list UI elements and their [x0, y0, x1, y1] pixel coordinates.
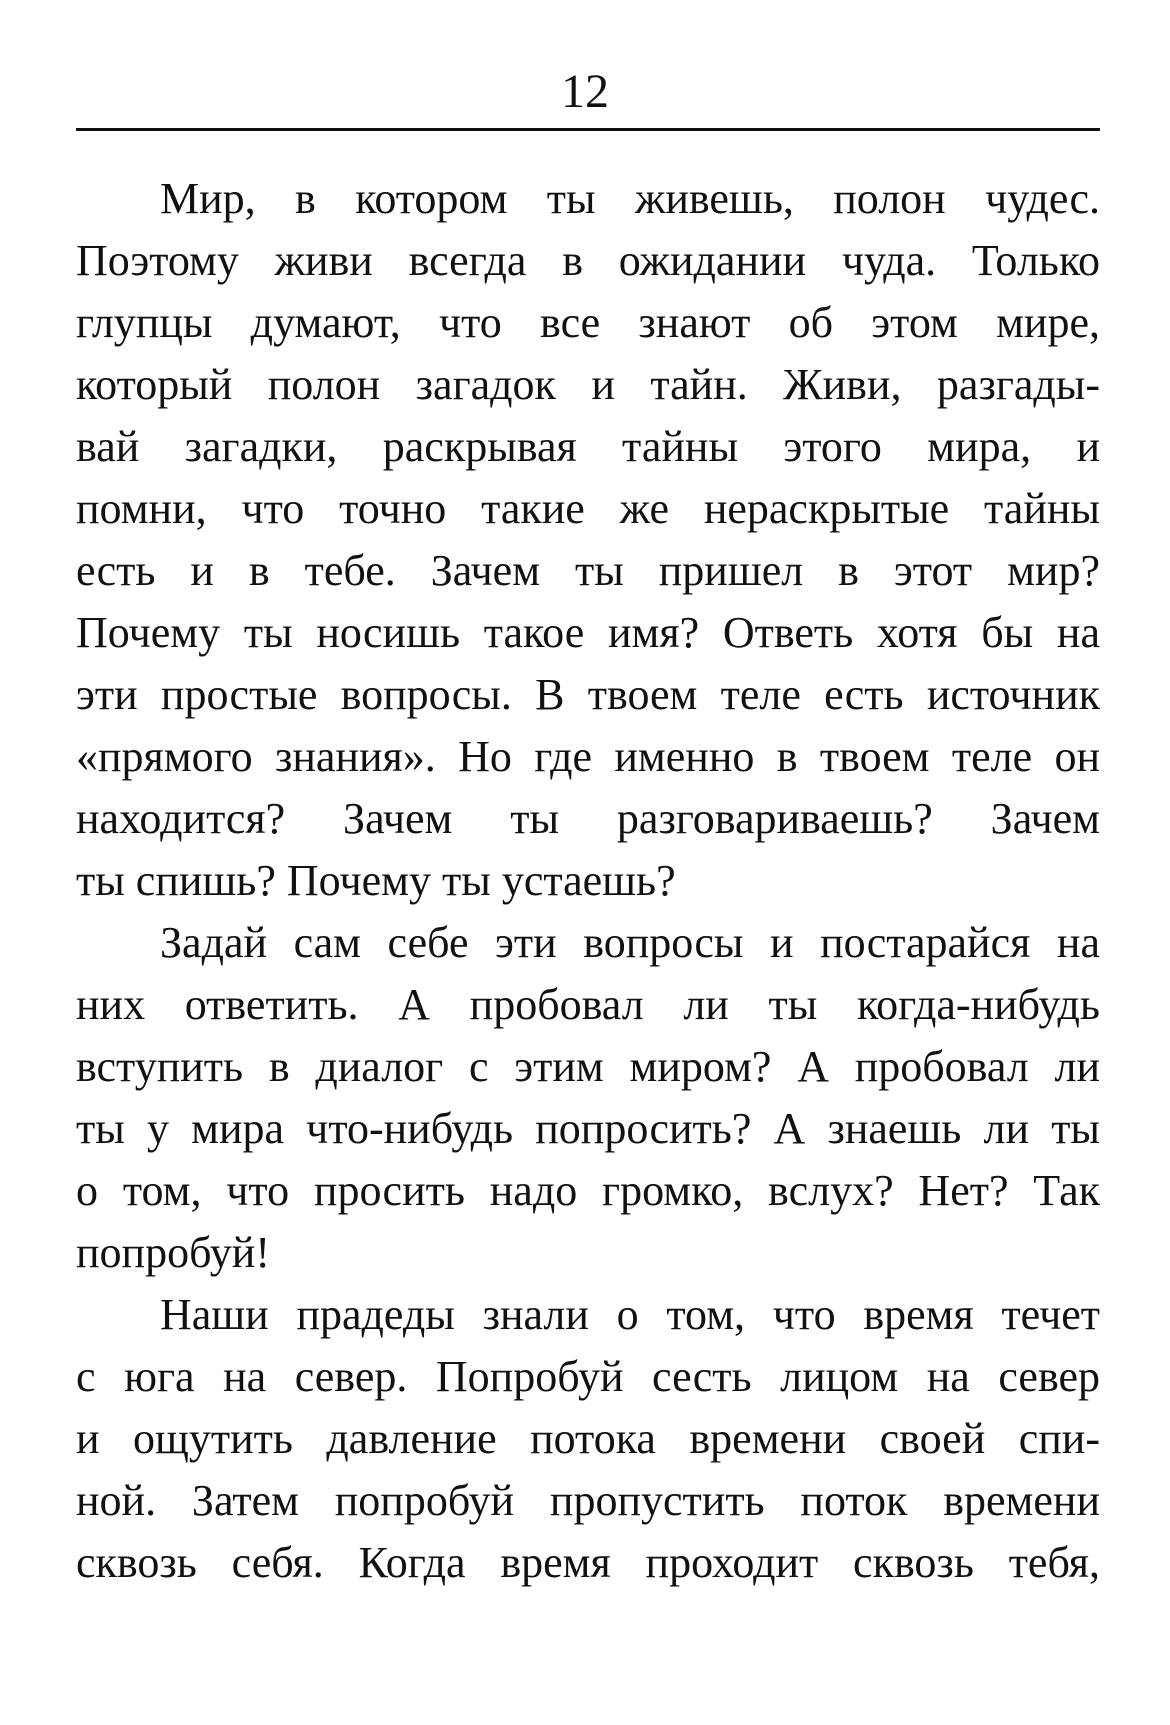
text-line: Наши прадеды знали о том, что время течет: [160, 1290, 1100, 1339]
paragraph-2: [76, 912, 1100, 1284]
text-line: о том, что просить надо громко, вслух? Нет? Так: [76, 1166, 1100, 1215]
text-line: «прямого знания». Но где именно в твоем теле он: [76, 732, 1100, 781]
text-line: находится? Зачем ты разговариваешь? Зачем: [76, 794, 1100, 843]
text-line: вступить в диалог с этим миром? А пробовал ли: [76, 1042, 1100, 1091]
text-line: сквозь себя. Когда время проходит сквозь тебя,: [76, 1538, 1100, 1587]
body-text: [76, 168, 1100, 1594]
text-line: Почему ты носишь такое имя? Ответь хотя бы на: [76, 608, 1100, 657]
text-line: есть и в тебе. Зачем ты пришел в этот мир?: [76, 546, 1100, 595]
text-line: ты спишь? Почему ты устаешь?: [76, 856, 676, 905]
text-line: с юга на север. Попробуй сесть лицом на север: [76, 1352, 1100, 1401]
text-line: который полон загадок и тайн. Живи, разгады-: [76, 360, 1100, 409]
text-line: ты у мира что-нибудь попросить? А знаешь ли ты: [76, 1104, 1100, 1153]
text-line: них ответить. А пробовал ли ты когда-нибудь: [76, 980, 1100, 1029]
text-line: эти простые вопросы. В твоем теле есть источник: [76, 670, 1100, 719]
text-line: попробуй!: [76, 1228, 271, 1277]
paragraph-3: [76, 1284, 1100, 1594]
text-line: глупцы думают, что все знают об этом мире,: [76, 298, 1100, 347]
paragraph-1: [76, 168, 1100, 912]
text-line: Задай сам себе эти вопросы и постарайся на: [160, 918, 1100, 967]
text-line: ной. Затем попробуй пропустить поток времени: [76, 1476, 1100, 1525]
page-number: 12: [561, 65, 609, 118]
header-rule: [76, 128, 1100, 131]
text-line: помни, что точно такие же нераскрытые тайны: [76, 484, 1100, 533]
text-line: Мир, в котором ты живешь, полон чудес.: [160, 174, 1100, 223]
text-line: и ощутить давление потока времени своей спи-: [76, 1414, 1100, 1463]
text-line: Поэтому живи всегда в ожидании чуда. Только: [76, 236, 1100, 285]
text-line: вай загадки, раскрывая тайны этого мира, и: [76, 422, 1100, 471]
